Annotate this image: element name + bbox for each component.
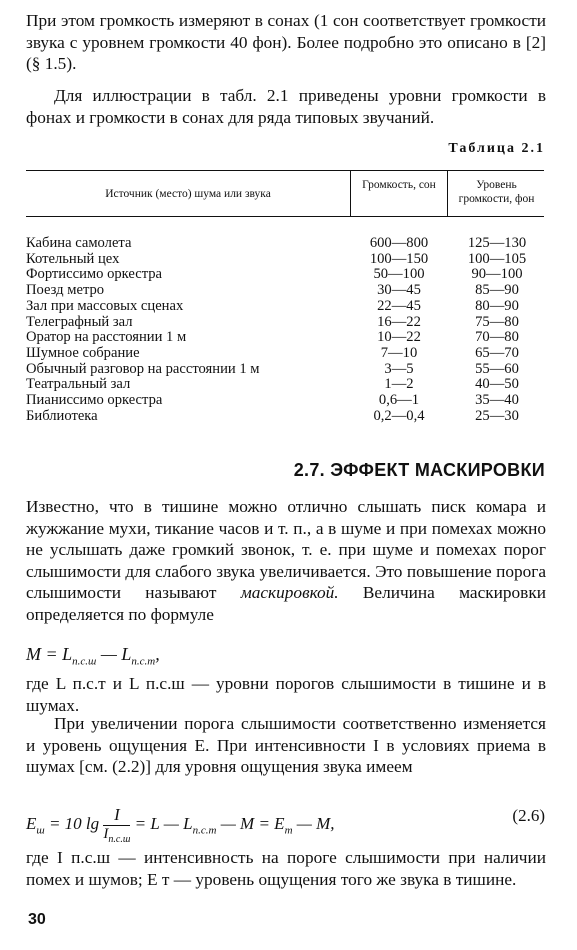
source-cell: Зал при массовых сценах: [26, 297, 184, 314]
level-cell: 90—100: [471, 266, 523, 283]
loudness-cell: 22—45: [377, 297, 421, 314]
loudness-cell: 1—2: [384, 376, 414, 393]
level-cell: 55—60: [475, 360, 519, 377]
level-cell: 25—30: [475, 407, 519, 424]
masking-term: маскировкой.: [240, 583, 339, 602]
page-number: 30: [28, 911, 46, 928]
source-cell: Пианиссимо оркестра: [26, 392, 163, 408]
table-header-loudness: Громкость, сон: [362, 179, 436, 191]
masking-formula: $M = L_{п.с.ш}$ — $L_{п.с.т}$,: [26, 644, 160, 668]
table-row: [26, 346, 544, 362]
source-cell: Библиотека: [26, 407, 98, 424]
masking-text-a: Известно, что в тишине можно отлично слышать писк комара и жужжание мухи, тикание часов и т. п., а в шуме и при помехах можно не услышать даже громкий звонок, т. е. при шуме и помехах порог слышимости для слабого звука увеличивается. Это повышение порога слышимости называют: [26, 497, 546, 602]
section-title: 2.7. ЭФФЕКТ МАСКИРОВКИ: [293, 460, 545, 480]
level-cell: 85—90: [475, 282, 519, 299]
table-row: [26, 393, 544, 409]
source-cell: Фортиссимо оркестра: [26, 266, 163, 283]
source-cell: Котельный цех: [26, 250, 120, 267]
masking-text-b: Величина маскировки определяется по формуле: [26, 583, 546, 624]
intro-paragraph-2: Для иллюстрации в табл. 2.1 приведены уровни громкости в фонах и громкости в сонах для ряда типовых звучаний.: [26, 86, 546, 127]
source-cell: Обычный разговор на расстоянии 1 м: [26, 360, 260, 377]
level-cell: 75—80: [475, 313, 519, 330]
table-caption: Таблица 2.1: [448, 141, 545, 156]
level-cell: 70—80: [475, 329, 519, 346]
source-cell: Шумное собрание: [26, 344, 140, 361]
table-top-rule: [26, 170, 544, 171]
level-cell: 100—105: [467, 250, 527, 267]
table-divider-1: [350, 170, 351, 216]
level-cell: 40—50: [475, 376, 519, 393]
table-row: [26, 330, 544, 346]
loudness-cell: 16—22: [377, 313, 421, 330]
loudness-cell: 10—22: [377, 329, 421, 346]
source-cell: Телеграфный зал: [26, 313, 133, 330]
table-row: [26, 283, 544, 299]
source-cell: Оратор на расстоянии 1 м: [26, 329, 187, 346]
definition-paragraph: где I п.с.ш — интенсивность на пороге слышимости при наличии помех и шумов; E т — уровень ощущения того же звука в тишине.: [26, 848, 546, 889]
loudness-cell: 3—5: [384, 360, 414, 377]
sensation-equation: $E_ш = 10$ lg I $I_{п.с.ш}$ = L — $L_{п.с.т}$ — $M = E_т$ — M,: [26, 805, 335, 845]
loudness-cell: 0,6—1: [378, 392, 420, 408]
table-row: [26, 252, 544, 268]
table-row: [26, 236, 544, 252]
table-row: [26, 409, 544, 425]
loudness-cell: 30—45: [377, 282, 421, 299]
level-cell: 80—90: [475, 297, 519, 314]
loudness-cell: 600—800: [369, 235, 429, 251]
loudness-cell: 7—10: [380, 344, 418, 361]
table-row: [26, 299, 544, 315]
table-row: [26, 315, 544, 331]
level-cell: 35—40: [475, 392, 519, 408]
equation-number: (2.6): [512, 806, 545, 825]
table-row: [26, 267, 544, 283]
masking-paragraph: [26, 496, 546, 625]
level-cell: 65—70: [475, 344, 519, 361]
loudness-cell: 50—100: [373, 266, 425, 283]
loudness-cell: 100—150: [369, 250, 429, 267]
table-header-level: Уровень громкости, фон: [458, 179, 535, 205]
table-header-source: Источник (место) шума или звука: [105, 188, 271, 200]
loudness-cell: 0,2—0,4: [373, 407, 425, 424]
table-row: [26, 362, 544, 378]
source-cell: Кабина самолета: [26, 235, 132, 251]
table-divider-2: [447, 170, 448, 216]
source-cell: Поезд метро: [26, 282, 105, 299]
source-cell: Театральный зал: [26, 376, 131, 393]
level-cell: 125—130: [467, 235, 527, 251]
table-header-rule: [26, 216, 544, 217]
intro-paragraph-1: При этом громкость измеряют в сонах (1 сон соответствует громкости звука с уровнем громкости 40 фон). Более подробно это описано в [2] (§ 1.5).: [26, 11, 546, 73]
thresholds-paragraph: где L п.с.т и L п.с.ш — уровни порогов слышимости в тишине и в шумах.: [26, 674, 546, 715]
sensation-paragraph: При увеличении порога слышимости соответственно изменяется и уровень ощущения E. При интенсивности I в условиях приема в шумах [см. (2.2)] для уровня ощущения звука имеем: [26, 714, 546, 776]
table-row: [26, 377, 544, 393]
